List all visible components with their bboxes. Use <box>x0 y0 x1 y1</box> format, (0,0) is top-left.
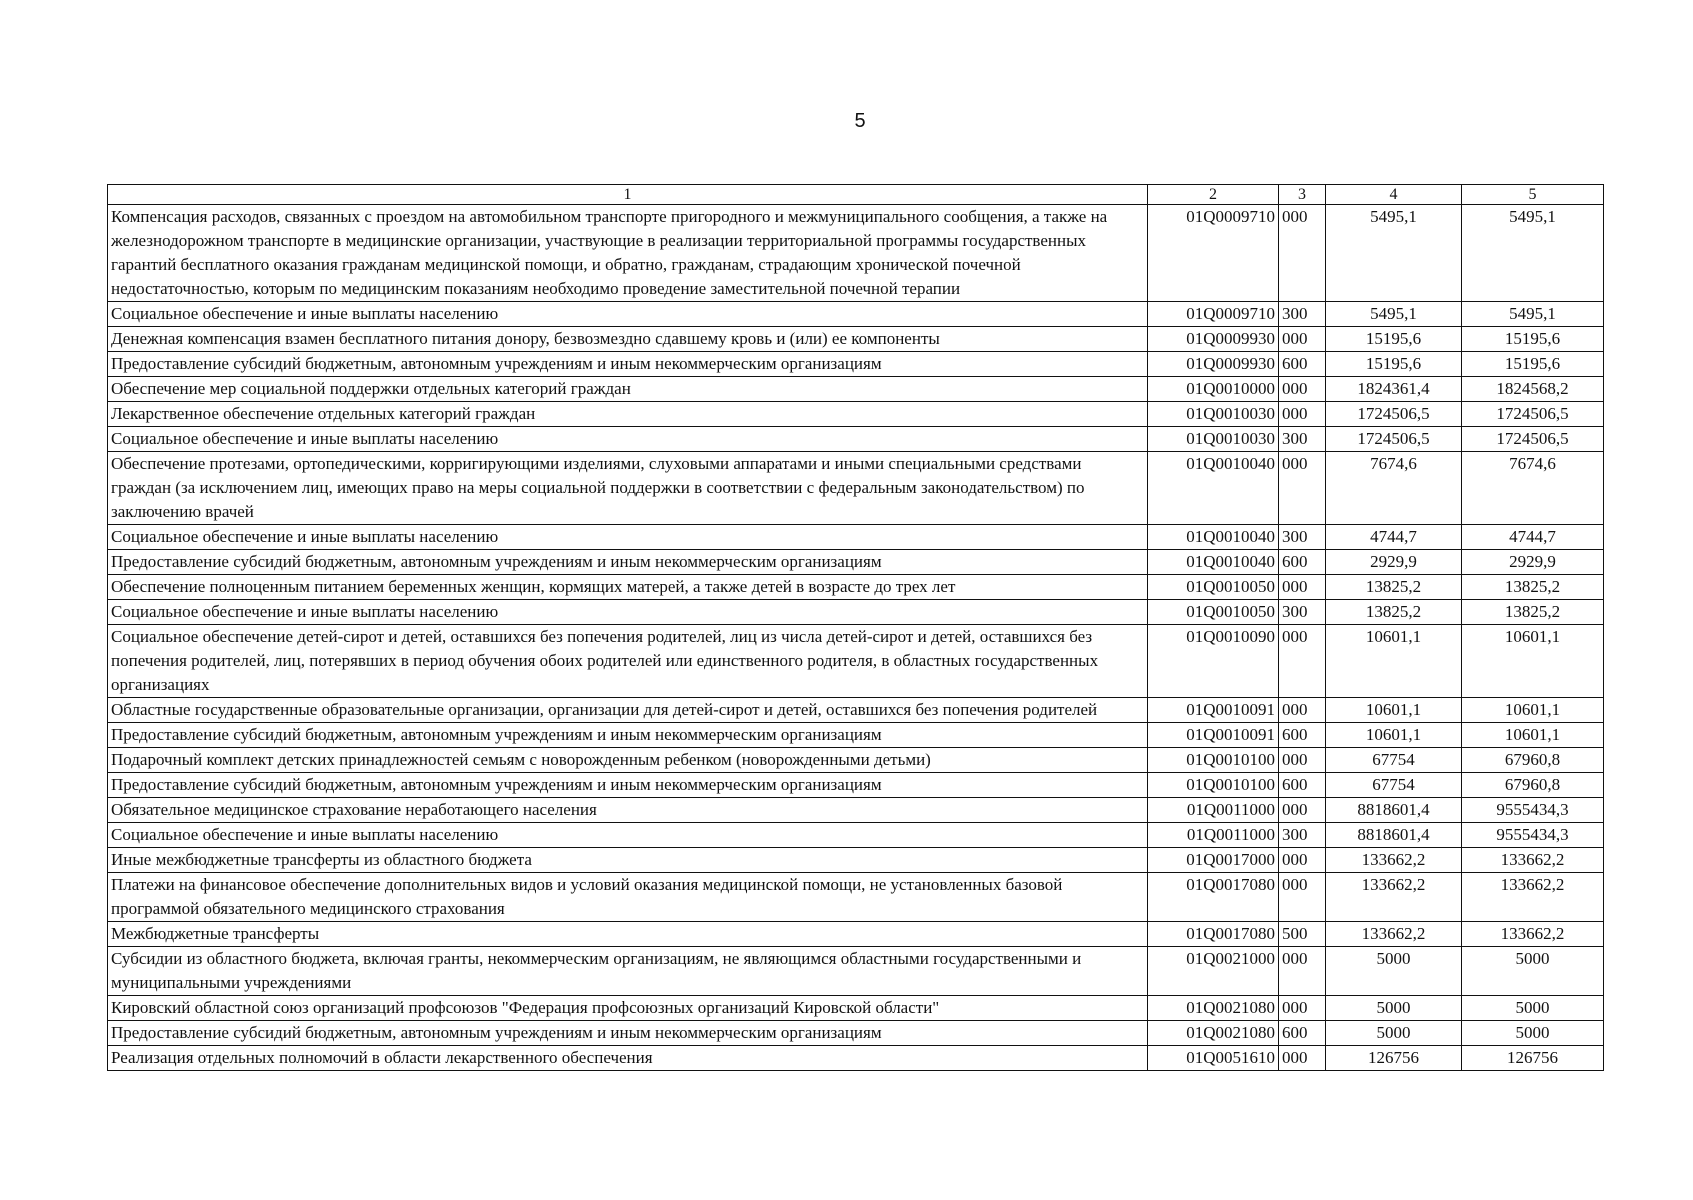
table-row <box>108 873 1604 922</box>
expense-type: 000 <box>1279 575 1326 600</box>
item-code: 01Q0010091 <box>1148 723 1279 748</box>
table-row <box>108 205 1604 302</box>
header-col-4: 4 <box>1326 185 1462 205</box>
amount-col-5: 5495,1 <box>1462 302 1604 327</box>
amount-col-4: 133662,2 <box>1326 873 1462 922</box>
item-code: 01Q0017000 <box>1148 848 1279 873</box>
amount-col-4: 15195,6 <box>1326 352 1462 377</box>
item-name: Обеспечение протезами, ортопедическими, корригирующими изделиями, слуховыми аппаратами и иными специальными средствами граждан (за исключением лиц, имеющих право на меры социальной поддержки в соответствии с федеральным законодательством) по заключению врачей <box>108 452 1148 525</box>
item-name: Иные межбюджетные трансферты из областного бюджета <box>108 848 1148 873</box>
page-number: 5 <box>854 110 866 132</box>
item-name: Платежи на финансовое обеспечение дополнительных видов и условий оказания медицинской помощи, не установленных базовой программой обязательного медицинского страхования <box>108 873 1148 922</box>
item-code: 01Q0010000 <box>1148 377 1279 402</box>
expense-type: 500 <box>1279 922 1326 947</box>
item-name: Предоставление субсидий бюджетным, автономным учреждениям и иным некоммерческим организациям <box>108 352 1148 377</box>
expense-type: 300 <box>1279 525 1326 550</box>
item-name: Предоставление субсидий бюджетным, автономным учреждениям и иным некоммерческим организациям <box>108 773 1148 798</box>
amount-col-4: 1724506,5 <box>1326 402 1462 427</box>
amount-col-5: 1724506,5 <box>1462 427 1604 452</box>
expense-type: 600 <box>1279 1021 1326 1046</box>
item-code: 01Q0011000 <box>1148 823 1279 848</box>
table-row <box>108 922 1604 947</box>
amount-col-5: 10601,1 <box>1462 625 1604 698</box>
table-row <box>108 798 1604 823</box>
expense-type: 000 <box>1279 748 1326 773</box>
item-name: Лекарственное обеспечение отдельных категорий граждан <box>108 402 1148 427</box>
table-row <box>108 1021 1604 1046</box>
expense-type: 300 <box>1279 302 1326 327</box>
item-code: 01Q0010091 <box>1148 698 1279 723</box>
amount-col-4: 5495,1 <box>1326 302 1462 327</box>
expense-type: 300 <box>1279 427 1326 452</box>
item-code: 01Q0010100 <box>1148 773 1279 798</box>
amount-col-4: 7674,6 <box>1326 452 1462 525</box>
amount-col-4: 5000 <box>1326 947 1462 996</box>
item-code: 01Q0011000 <box>1148 798 1279 823</box>
table-row <box>108 550 1604 575</box>
expense-type: 000 <box>1279 625 1326 698</box>
expense-type: 000 <box>1279 996 1326 1021</box>
item-code: 01Q0010050 <box>1148 575 1279 600</box>
amount-col-5: 133662,2 <box>1462 922 1604 947</box>
item-name: Компенсация расходов, связанных с проездом на автомобильном транспорте пригородного и межмуниципального сообщения, а также на железнодорожном транспорте в медицинские организации, участвующие в реализации территориальной программы государственных гарантий бесплатного оказания гражданам медицинской помощи, и обратно, гражданам, страдающим хронической почечной недостаточностью, которым по медицинским показаниям необходимо проведение заместительной почечной терапии <box>108 205 1148 302</box>
item-name: Обязательное медицинское страхование неработающего населения <box>108 798 1148 823</box>
item-name: Социальное обеспечение и иные выплаты населению <box>108 823 1148 848</box>
budget-table <box>107 184 1604 1071</box>
amount-col-5: 5495,1 <box>1462 205 1604 302</box>
table-row <box>108 625 1604 698</box>
expense-type: 600 <box>1279 773 1326 798</box>
expense-type: 600 <box>1279 352 1326 377</box>
amount-col-4: 133662,2 <box>1326 848 1462 873</box>
expense-type: 000 <box>1279 798 1326 823</box>
expense-type: 000 <box>1279 873 1326 922</box>
expense-type: 000 <box>1279 377 1326 402</box>
amount-col-5: 9555434,3 <box>1462 798 1604 823</box>
table-row <box>108 848 1604 873</box>
item-name: Социальное обеспечение и иные выплаты населению <box>108 600 1148 625</box>
item-name: Денежная компенсация взамен бесплатного питания донору, безвозмездно сдавшему кровь и (или) ее компоненты <box>108 327 1148 352</box>
amount-col-4: 5000 <box>1326 996 1462 1021</box>
item-code: 01Q0009710 <box>1148 205 1279 302</box>
amount-col-4: 8818601,4 <box>1326 823 1462 848</box>
item-name: Обеспечение мер социальной поддержки отдельных категорий граждан <box>108 377 1148 402</box>
item-code: 01Q0021080 <box>1148 996 1279 1021</box>
item-name: Социальное обеспечение детей-сирот и детей, оставшихся без попечения родителей, лиц из числа детей-сирот и детей, оставшихся без попечения родителей, лиц, потерявших в период обучения обоих родителей или единственного родителя, в областных государственных организациях <box>108 625 1148 698</box>
item-code: 01Q0010040 <box>1148 550 1279 575</box>
item-code: 01Q0051610 <box>1148 1046 1279 1071</box>
item-code: 01Q0010030 <box>1148 427 1279 452</box>
item-code: 01Q0009930 <box>1148 352 1279 377</box>
item-name: Областные государственные образовательные организации, организации для детей-сирот и детей, оставшихся без попечения родителей <box>108 698 1148 723</box>
table-row <box>108 575 1604 600</box>
table-row <box>108 352 1604 377</box>
item-name: Субсидии из областного бюджета, включая гранты, некоммерческим организациям, не являющимся областными государственными и муниципальными учреждениями <box>108 947 1148 996</box>
item-name: Социальное обеспечение и иные выплаты населению <box>108 427 1148 452</box>
item-name: Предоставление субсидий бюджетным, автономным учреждениям и иным некоммерческим организациям <box>108 723 1148 748</box>
table-body <box>108 205 1604 1071</box>
amount-col-4: 5495,1 <box>1326 205 1462 302</box>
amount-col-4: 67754 <box>1326 773 1462 798</box>
amount-col-5: 5000 <box>1462 1021 1604 1046</box>
amount-col-5: 1824568,2 <box>1462 377 1604 402</box>
amount-col-4: 2929,9 <box>1326 550 1462 575</box>
item-name: Подарочный комплект детских принадлежностей семьям с новорожденным ребенком (новорожденными детьми) <box>108 748 1148 773</box>
amount-col-5: 5000 <box>1462 996 1604 1021</box>
table-row <box>108 748 1604 773</box>
item-name: Межбюджетные трансферты <box>108 922 1148 947</box>
item-code: 01Q0010040 <box>1148 452 1279 525</box>
amount-col-4: 1824361,4 <box>1326 377 1462 402</box>
amount-col-4: 10601,1 <box>1326 625 1462 698</box>
amount-col-5: 9555434,3 <box>1462 823 1604 848</box>
amount-col-5: 126756 <box>1462 1046 1604 1071</box>
table-row <box>108 525 1604 550</box>
item-code: 01Q0021000 <box>1148 947 1279 996</box>
item-name: Кировский областной союз организаций профсоюзов "Федерация профсоюзных организаций Кировской области" <box>108 996 1148 1021</box>
amount-col-5: 13825,2 <box>1462 600 1604 625</box>
amount-col-4: 133662,2 <box>1326 922 1462 947</box>
amount-col-5: 67960,8 <box>1462 748 1604 773</box>
table-row <box>108 377 1604 402</box>
expense-type: 000 <box>1279 698 1326 723</box>
amount-col-4: 126756 <box>1326 1046 1462 1071</box>
table-row <box>108 698 1604 723</box>
amount-col-4: 5000 <box>1326 1021 1462 1046</box>
expense-type: 300 <box>1279 823 1326 848</box>
table-row <box>108 327 1604 352</box>
amount-col-5: 133662,2 <box>1462 873 1604 922</box>
amount-col-4: 13825,2 <box>1326 600 1462 625</box>
expense-type: 000 <box>1279 452 1326 525</box>
amount-col-5: 10601,1 <box>1462 698 1604 723</box>
amount-col-5: 7674,6 <box>1462 452 1604 525</box>
item-code: 01Q0009710 <box>1148 302 1279 327</box>
table-row <box>108 773 1604 798</box>
item-code: 01Q0010030 <box>1148 402 1279 427</box>
amount-col-5: 13825,2 <box>1462 575 1604 600</box>
expense-type: 000 <box>1279 947 1326 996</box>
item-code: 01Q0009930 <box>1148 327 1279 352</box>
amount-col-4: 13825,2 <box>1326 575 1462 600</box>
amount-col-4: 67754 <box>1326 748 1462 773</box>
item-name: Предоставление субсидий бюджетным, автономным учреждениям и иным некоммерческим организациям <box>108 550 1148 575</box>
expense-type: 000 <box>1279 1046 1326 1071</box>
item-code: 01Q0010090 <box>1148 625 1279 698</box>
amount-col-5: 15195,6 <box>1462 327 1604 352</box>
amount-col-5: 15195,6 <box>1462 352 1604 377</box>
expense-type: 600 <box>1279 723 1326 748</box>
item-name: Реализация отдельных полномочий в области лекарственного обеспечения <box>108 1046 1148 1071</box>
expense-type: 000 <box>1279 848 1326 873</box>
table-row <box>108 823 1604 848</box>
item-name: Социальное обеспечение и иные выплаты населению <box>108 302 1148 327</box>
table-row <box>108 947 1604 996</box>
table-row <box>108 402 1604 427</box>
amount-col-4: 10601,1 <box>1326 723 1462 748</box>
amount-col-4: 10601,1 <box>1326 698 1462 723</box>
item-name: Социальное обеспечение и иные выплаты населению <box>108 525 1148 550</box>
item-name: Обеспечение полноценным питанием беременных женщин, кормящих матерей, а также детей в возрасте до трех лет <box>108 575 1148 600</box>
amount-col-4: 15195,6 <box>1326 327 1462 352</box>
table-header-row <box>108 185 1604 205</box>
amount-col-5: 2929,9 <box>1462 550 1604 575</box>
item-name: Предоставление субсидий бюджетным, автономным учреждениям и иным некоммерческим организациям <box>108 1021 1148 1046</box>
expense-type: 000 <box>1279 327 1326 352</box>
amount-col-5: 1724506,5 <box>1462 402 1604 427</box>
amount-col-4: 4744,7 <box>1326 525 1462 550</box>
table-row <box>108 996 1604 1021</box>
amount-col-5: 10601,1 <box>1462 723 1604 748</box>
item-code: 01Q0010100 <box>1148 748 1279 773</box>
amount-col-5: 4744,7 <box>1462 525 1604 550</box>
expense-type: 000 <box>1279 205 1326 302</box>
amount-col-4: 8818601,4 <box>1326 798 1462 823</box>
expense-type: 300 <box>1279 600 1326 625</box>
expense-type: 600 <box>1279 550 1326 575</box>
header-col-5: 5 <box>1462 185 1604 205</box>
table-row <box>108 1046 1604 1071</box>
item-code: 01Q0021080 <box>1148 1021 1279 1046</box>
amount-col-5: 67960,8 <box>1462 773 1604 798</box>
amount-col-5: 133662,2 <box>1462 848 1604 873</box>
item-code: 01Q0017080 <box>1148 922 1279 947</box>
amount-col-4: 1724506,5 <box>1326 427 1462 452</box>
table-row <box>108 427 1604 452</box>
header-col-2: 2 <box>1148 185 1279 205</box>
table-row <box>108 600 1604 625</box>
table-row <box>108 452 1604 525</box>
table-row <box>108 302 1604 327</box>
item-code: 01Q0017080 <box>1148 873 1279 922</box>
item-code: 01Q0010040 <box>1148 525 1279 550</box>
header-col-3: 3 <box>1279 185 1326 205</box>
table-row <box>108 723 1604 748</box>
item-code: 01Q0010050 <box>1148 600 1279 625</box>
expense-type: 000 <box>1279 402 1326 427</box>
header-col-1: 1 <box>108 185 1148 205</box>
amount-col-5: 5000 <box>1462 947 1604 996</box>
